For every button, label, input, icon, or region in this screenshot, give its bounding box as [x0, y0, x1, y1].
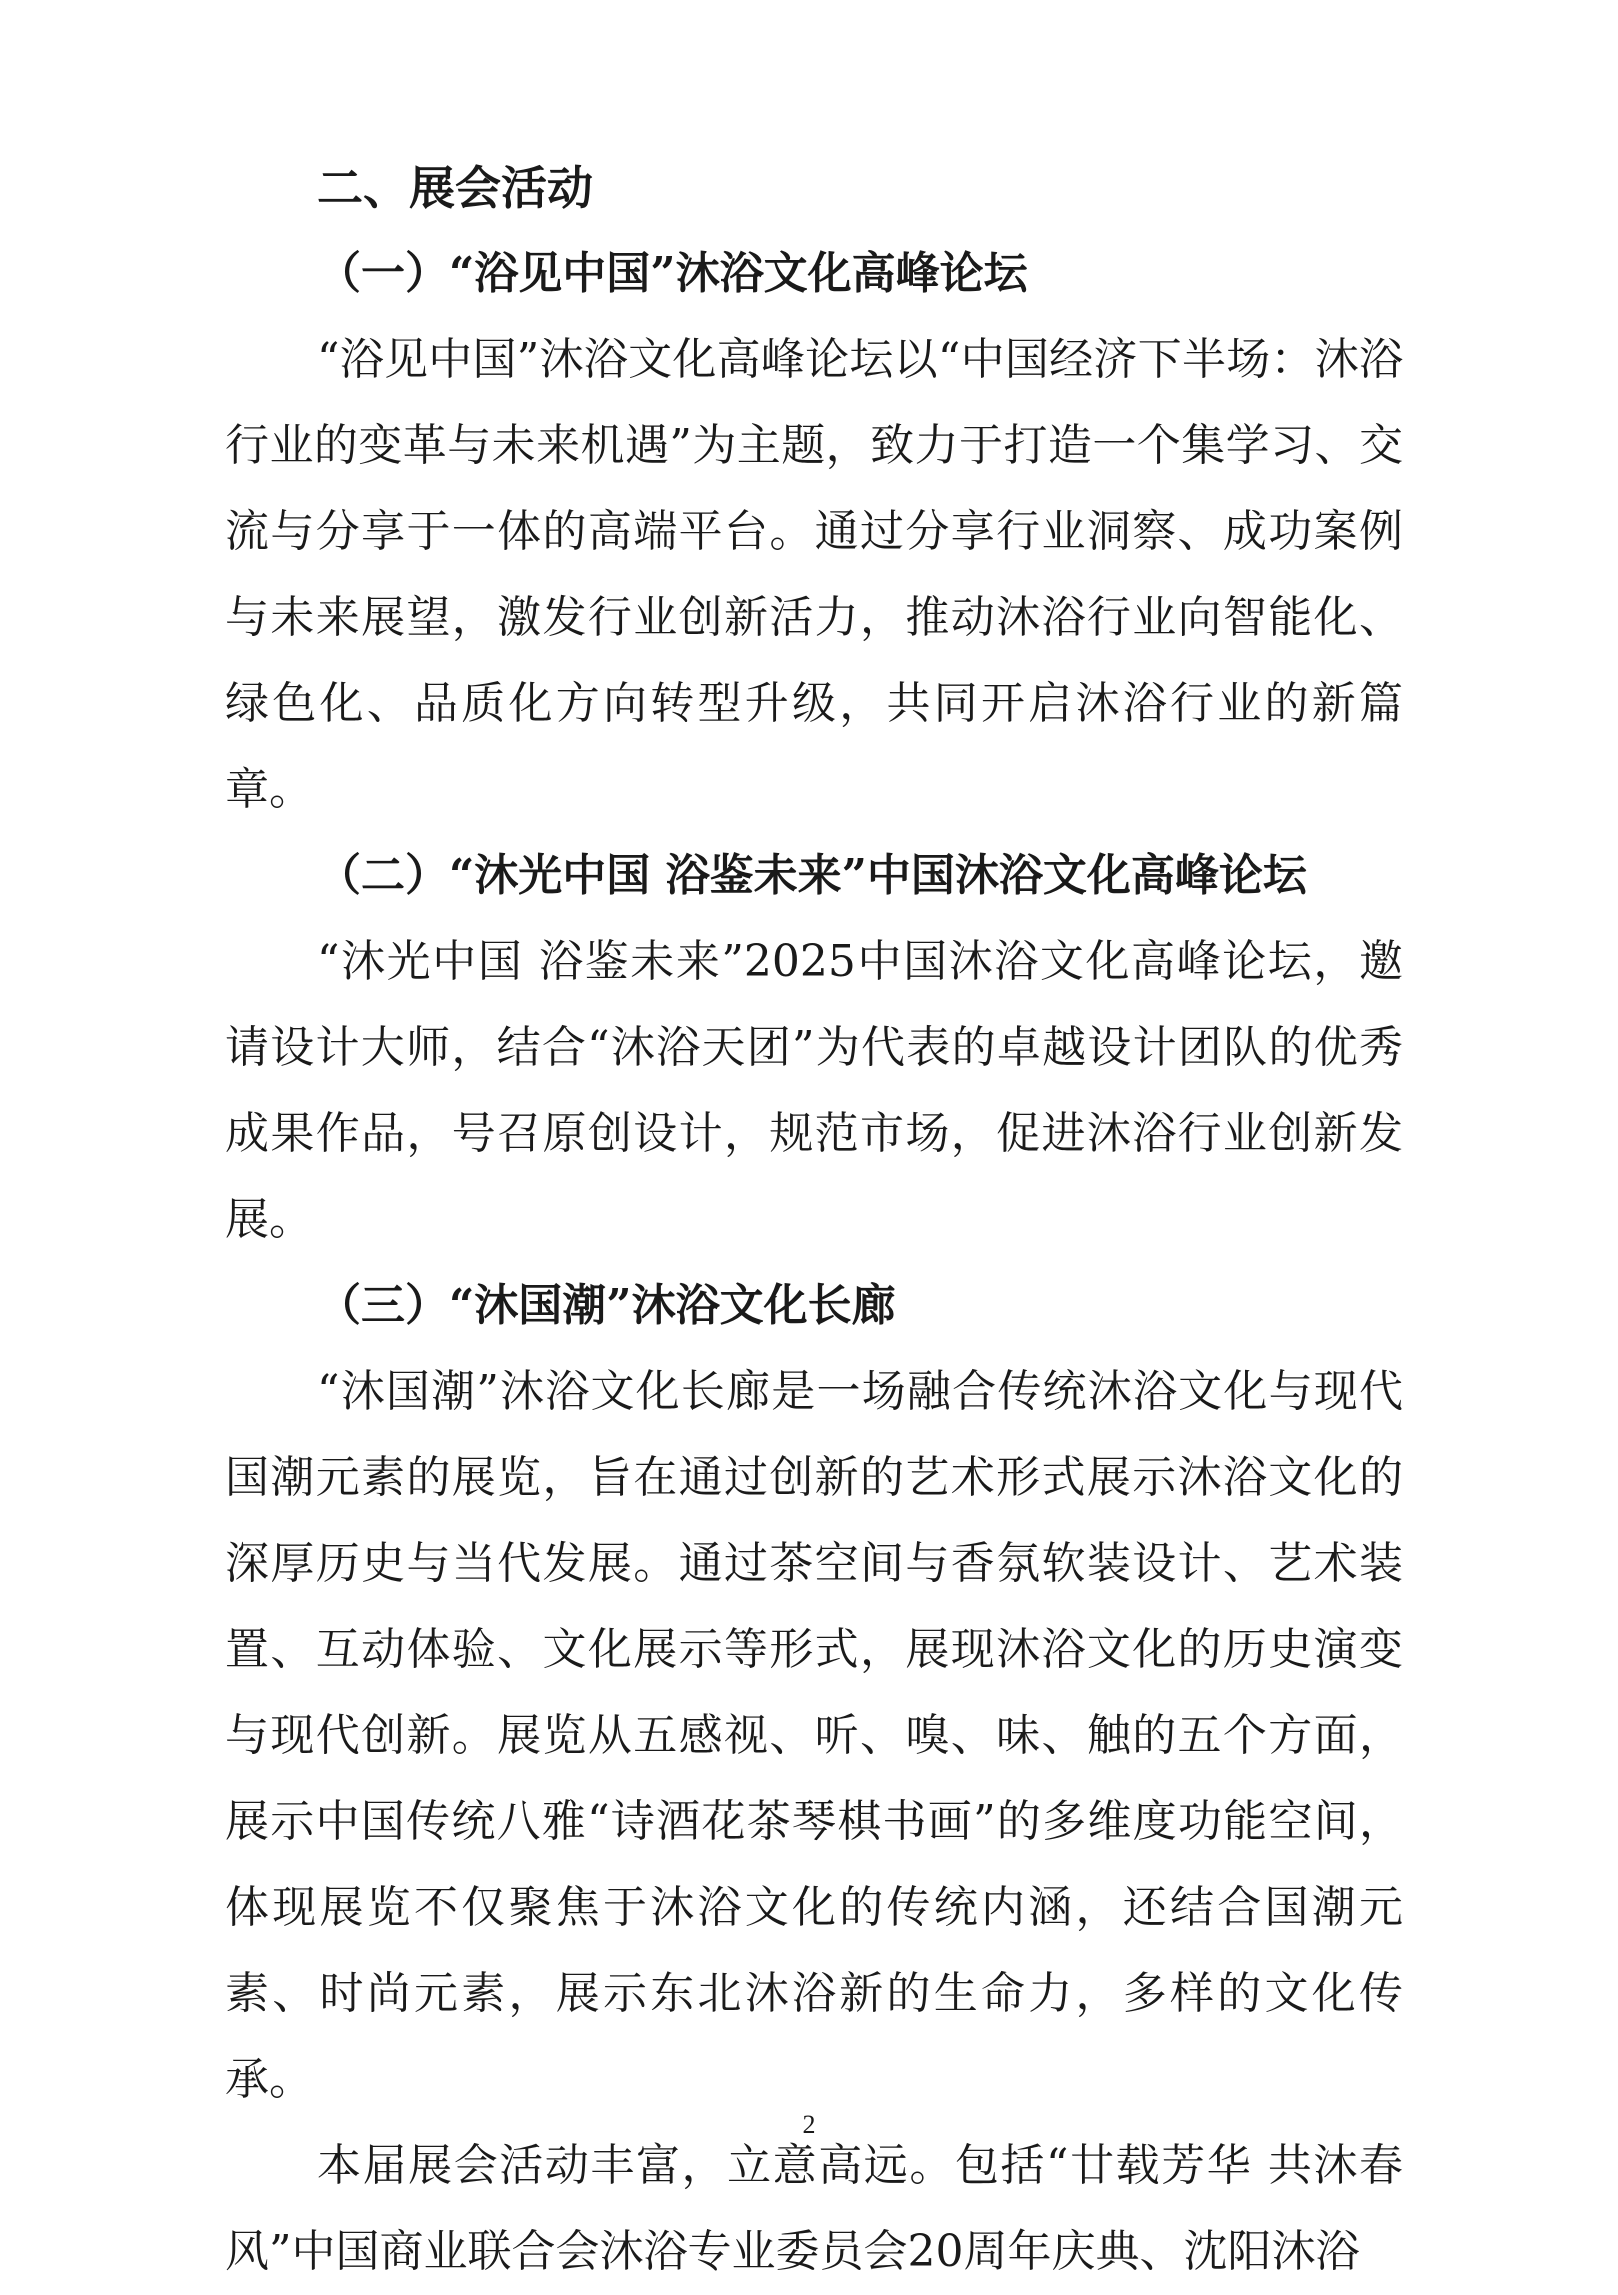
subsection-title-1: （一）“浴见中国”沐浴文化高峰论坛 — [317, 248, 1028, 299]
subsection-body-3: “沐国潮”沐浴文化长廊是一场融合传统沐浴文化与现代国潮元素的展览，旨在通过创新的艺术形式展示沐浴文化的深厚历史与当代发展。通过茶空间与香氛软装设计、艺术装置、互动体验、文化展示等形式，展现沐浴文化的历史演变与现代创新。展览从五感视、听、嗅、味、触的五个方面，展示中国传统八雅“诗酒花茶琴棋书画”的多维度功能空间，体现展览不仅聚焦于沐浴文化的传统内涵，还结合国潮元素、时尚元素，展示东北沐浴新的生命力，多样的文化传承。 — [225, 1366, 1403, 2105]
closing-paragraph: 本届展会活动丰富，立意高远。包括“廿载芳华 共沐春风”中国商业联合会沐浴专业委员会20周年庆典、沈阳沐浴 — [225, 2140, 1403, 2277]
subsection-body-2: “沐光中国 浴鉴未来”2025中国沐浴文化高峰论坛，邀请设计大师，结合“沐浴天团”为代表的卓越设计团队的优秀成果作品，号召原创设计，规范市场，促进沐浴行业创新发展。 — [225, 936, 1403, 1245]
subsection-title-3: （三）“沐国潮”沐浴文化长廊 — [317, 1280, 896, 1331]
section-heading: 二、展会活动 — [317, 161, 593, 215]
page-number: 2 — [802, 2110, 816, 2139]
subsection-title-2: （二）“沐光中国 浴鉴未来”中国沐浴文化高峰论坛 — [317, 850, 1307, 901]
page-content — [225, 145, 1403, 2295]
subsection-body-1: “浴见中国”沐浴文化高峰论坛以“中国经济下半场：沐浴行业的变革与未来机遇”为主题，致力于打造一个集学习、交流与分享于一体的高端平台。通过分享行业洞察、成功案例与未来展望，激发行业创新活力，推动沐浴行业向智能化、绿色化、品质化方向转型升级，共同开启沐浴行业的新篇章。 — [225, 334, 1403, 815]
